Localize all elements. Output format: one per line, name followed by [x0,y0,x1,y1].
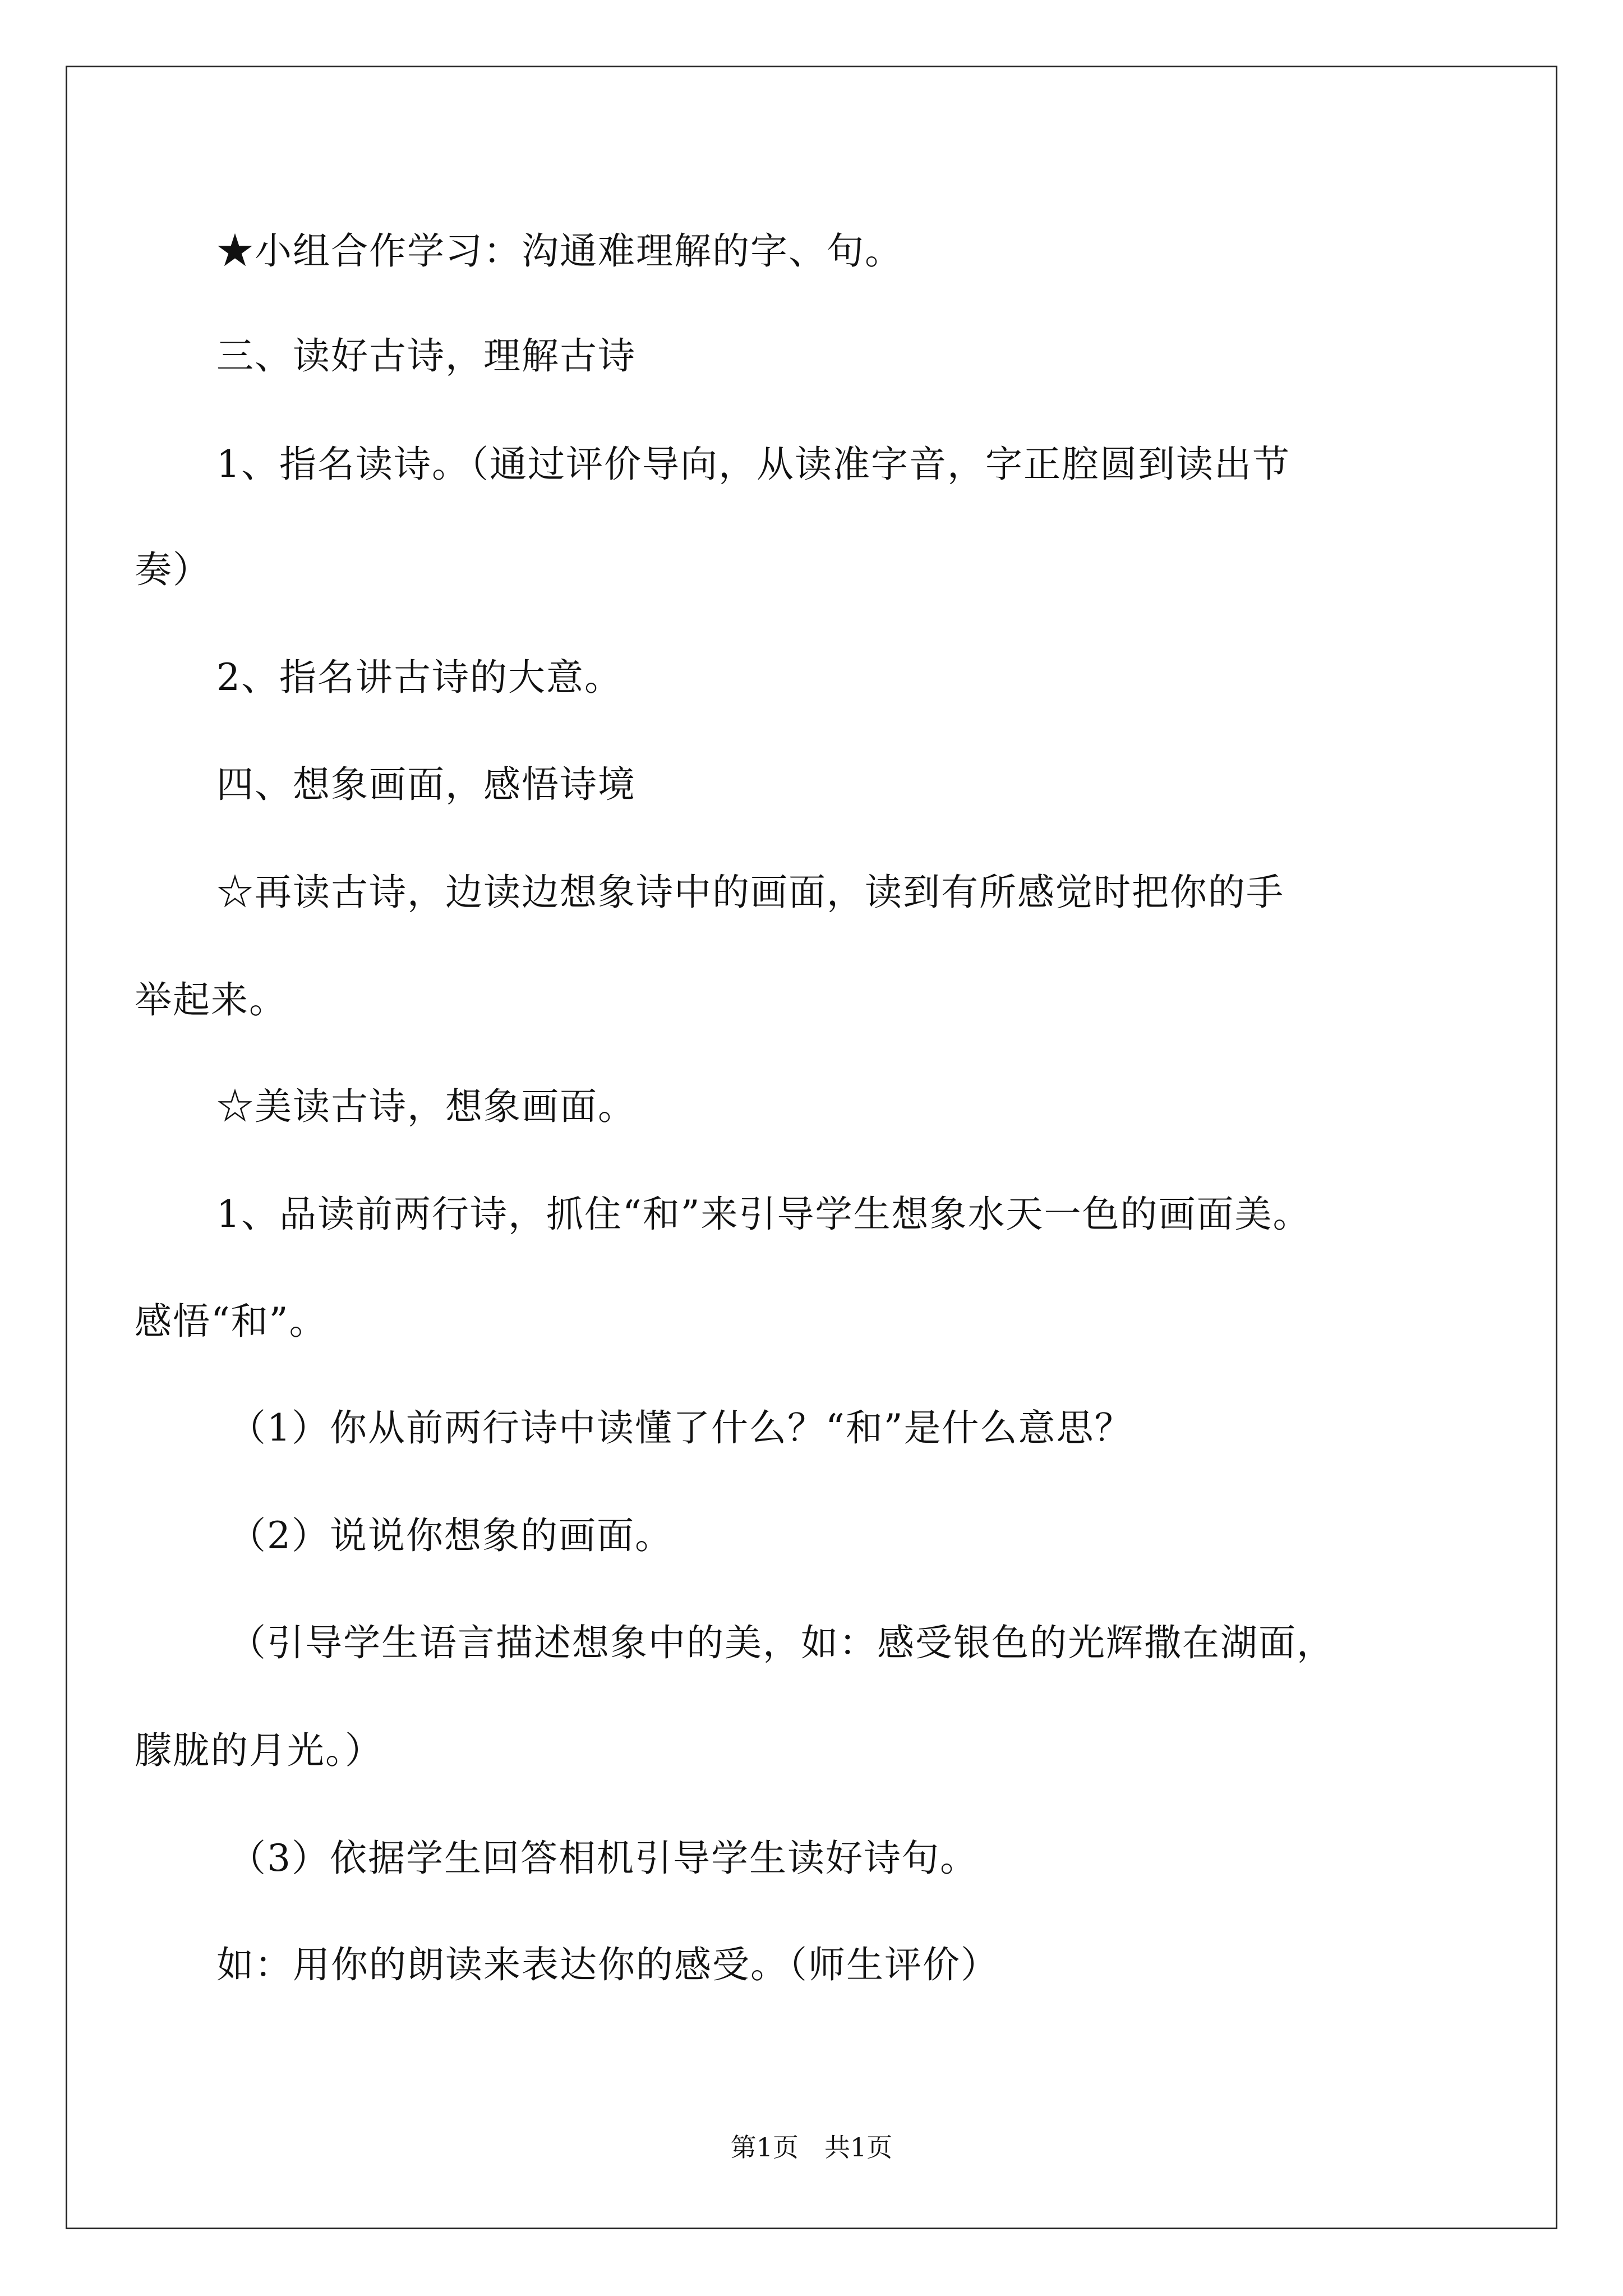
paragraph-line: 如：用你的朗读来表达你的感受。（师生评价） [216,1943,999,1986]
paragraph-line: （3）依据学生回答相机引导学生读好诗句。 [229,1837,978,1880]
paragraph-line: ★小组合作学习：沟通难理解的字、句。 [216,229,903,273]
paragraph-line: （引导学生语言描述想象中的美，如：感受银色的光辉撒在湖面， [229,1621,1335,1664]
paragraph-line: （2）说说你想象的画面。 [229,1514,673,1557]
paragraph-line: ☆再读古诗，边读边想象诗中的画面，读到有所感觉时把你的手 [216,871,1284,914]
paragraph-line: 奏） [135,548,211,591]
paragraph-line: 2、指名讲古诗的大意。 [216,656,623,699]
section-heading: 三、读好古诗，理解古诗 [216,334,636,378]
paragraph-line: 感悟“和”。 [135,1300,328,1343]
paragraph-line: 1、品读前两行诗，抓住“和”来引导学生想象水天一色的画面美。 [216,1193,1311,1236]
document-body [135,0,1492,2296]
section-heading: 四、想象画面，感悟诗境 [216,763,636,806]
page-footer: 第1页 共1页 [730,2132,893,2162]
paragraph-line: 举起来。 [135,978,287,1022]
paragraph-line: （1）你从前两行诗中读懂了什么？“和”是什么意思？ [229,1406,1133,1450]
paragraph-line: 1、指名读诗。（通过评价导向，从读准字音，字正腔圆到读出节 [216,443,1290,486]
paragraph-line: 朦胧的月光。） [135,1729,383,1772]
paragraph-line: ☆美读古诗，想象画面。 [216,1085,636,1128]
